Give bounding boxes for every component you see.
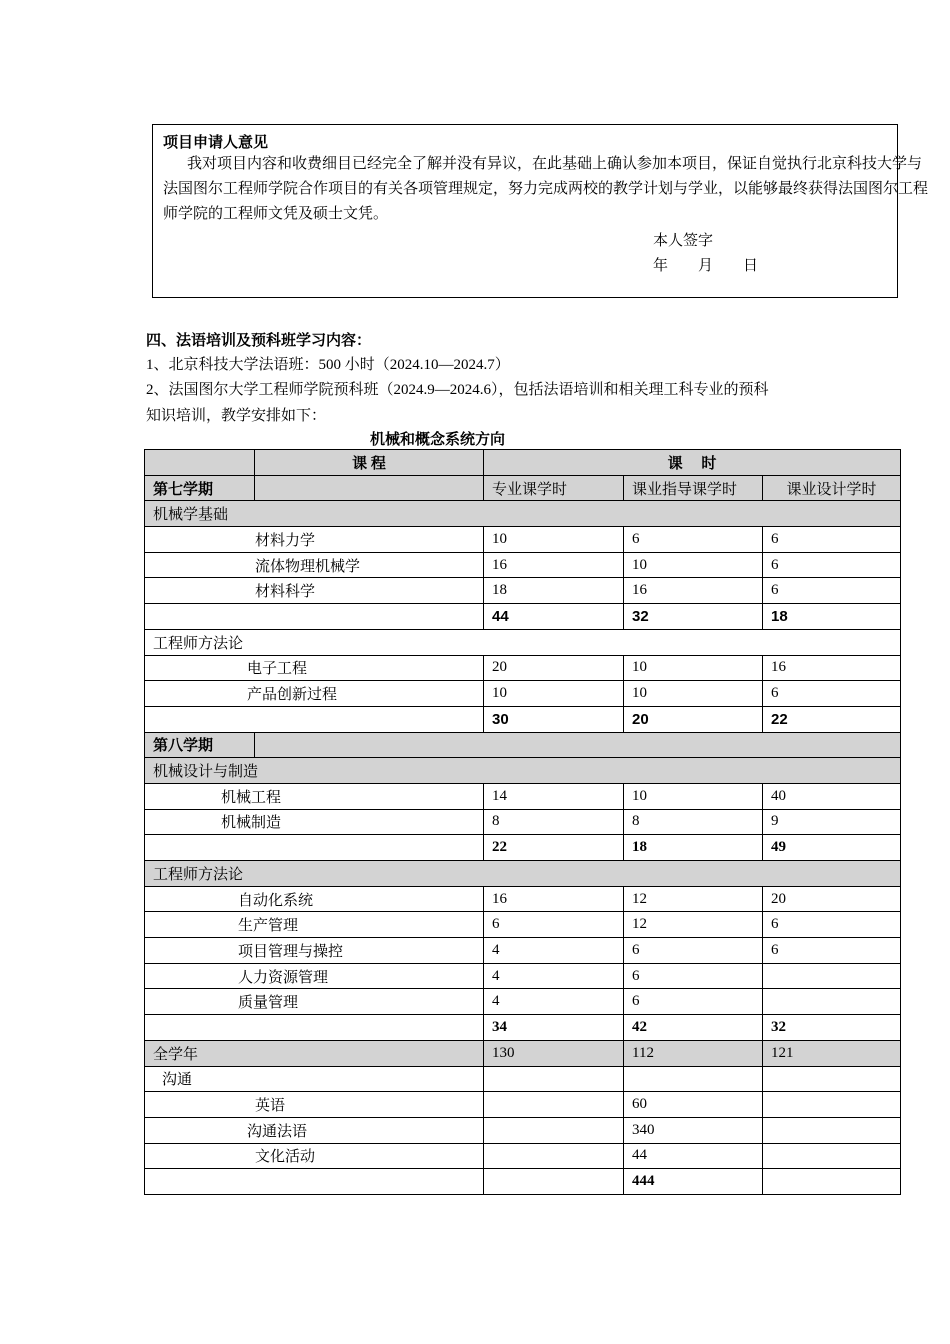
year-label: 全学年 [145, 1040, 484, 1066]
cell-value: 6 [763, 552, 901, 578]
section-line-3: 知识培训，教学安排如下： [146, 408, 327, 424]
total-row [145, 604, 901, 630]
cell-value: 60 [624, 1092, 763, 1118]
course-name: 材料科学 [145, 578, 484, 604]
cell-value: 16 [763, 655, 901, 681]
cell-value: 6 [624, 938, 763, 964]
group-row [145, 1066, 901, 1092]
opinion-title: 项目申请人意见 [163, 135, 269, 151]
cell-value [763, 989, 901, 1015]
cell-value: 6 [763, 527, 901, 553]
semester-7-row [145, 475, 901, 501]
section-title: 四、法语培训及预科班学习内容： [146, 333, 372, 349]
table-row [145, 681, 901, 707]
table-row [145, 938, 901, 964]
total-row [145, 1015, 901, 1041]
cell-value: 8 [624, 809, 763, 835]
header-course: 课 程 [255, 450, 484, 476]
table-header-row [145, 450, 901, 476]
group-label: 工程师方法论 [145, 861, 901, 887]
group-row [145, 758, 901, 784]
group-label: 沟通 [145, 1066, 484, 1092]
semester-8-row [145, 732, 901, 758]
applicant-opinion-box [152, 124, 929, 298]
cell-value: 16 [484, 552, 624, 578]
cell-value: 10 [624, 783, 763, 809]
cell-value: 9 [763, 809, 901, 835]
total-row [145, 1169, 901, 1195]
table-row [145, 912, 901, 938]
total-row [145, 835, 901, 861]
course-name: 人力资源管理 [145, 963, 484, 989]
group-label: 工程师方法论 [145, 629, 901, 655]
cell-value: 6 [624, 527, 763, 553]
total-value: 20 [624, 706, 763, 732]
total-value: 34 [484, 1015, 624, 1041]
table-row [145, 1143, 901, 1169]
cell-value: 6 [763, 938, 901, 964]
table-row [145, 783, 901, 809]
section-line-1: 1、北京科技大学法语班：500 小时（2024.10—2024.7） [146, 357, 510, 373]
cell-value: 4 [484, 938, 624, 964]
year-value: 130 [484, 1040, 624, 1066]
table-row [145, 552, 901, 578]
course-name: 项目管理与操控 [145, 938, 484, 964]
total-value: 18 [624, 835, 763, 861]
curriculum-table [144, 449, 901, 1195]
group-row [145, 861, 901, 887]
table-row [145, 578, 901, 604]
table-row [145, 886, 901, 912]
cell-value: 10 [624, 681, 763, 707]
table-row [145, 989, 901, 1015]
cell-value: 12 [624, 886, 763, 912]
course-name: 流体物理机械学 [145, 552, 484, 578]
cell-value: 6 [624, 989, 763, 1015]
table-row [145, 1092, 901, 1118]
date-label: 年 月 日 [653, 258, 759, 274]
course-name: 沟通法语 [145, 1117, 484, 1143]
course-name: 英语 [145, 1092, 484, 1118]
total-value: 42 [624, 1015, 763, 1041]
opinion-body: 我对项目内容和收费细目已经完全了解并没有异议，在此基础上确认参加本项目，保证自觉执行北京科技大学与法国图尔工程师学院合作项目的有关各项管理规定，努力完成两校的教学计划与学业，以能够最终获得法国图尔工程师学院的工程师文凭及硕士文凭。 [163, 156, 929, 222]
course-name: 机械制造 [145, 809, 484, 835]
total-value: 44 [484, 604, 624, 630]
course-name: 电子工程 [145, 655, 484, 681]
cell-value: 6 [484, 912, 624, 938]
course-name: 文化活动 [145, 1143, 484, 1169]
cell-value: 6 [763, 912, 901, 938]
total-value: 22 [484, 835, 624, 861]
cell-value: 16 [484, 886, 624, 912]
year-value: 121 [763, 1040, 901, 1066]
year-value: 112 [624, 1040, 763, 1066]
cell-value [763, 963, 901, 989]
cell-value: 10 [484, 681, 624, 707]
cell-value: 10 [624, 655, 763, 681]
table-row [145, 809, 901, 835]
cell-value: 4 [484, 963, 624, 989]
course-name: 机械工程 [145, 783, 484, 809]
cell-value: 16 [624, 578, 763, 604]
header-hours: 课 时 [484, 450, 901, 476]
col-header-2: 课业指导课学时 [624, 475, 763, 501]
total-value: 30 [484, 706, 624, 732]
cell-value: 20 [484, 655, 624, 681]
cell-value: 40 [763, 783, 901, 809]
cell-value: 6 [763, 681, 901, 707]
cell-value: 8 [484, 809, 624, 835]
year-total-row [145, 1040, 901, 1066]
table-row [145, 1117, 901, 1143]
signature-label: 本人签字 [653, 233, 714, 249]
semester-8-label: 第八学期 [145, 732, 255, 758]
total-value: 22 [763, 706, 901, 732]
group-row [145, 629, 901, 655]
cell-value: 340 [624, 1117, 763, 1143]
table-row [145, 963, 901, 989]
course-name: 产品创新过程 [145, 681, 484, 707]
cell-value: 44 [624, 1143, 763, 1169]
total-value: 444 [624, 1169, 763, 1195]
semester-7-label: 第七学期 [145, 475, 255, 501]
col-header-3: 课业设计学时 [763, 475, 901, 501]
course-name: 质量管理 [145, 989, 484, 1015]
table-title: 机械和概念系统方向 [370, 432, 506, 448]
col-header-1: 专业课学时 [484, 475, 624, 501]
total-value: 32 [763, 1015, 901, 1041]
total-value: 49 [763, 835, 901, 861]
table-row [145, 655, 901, 681]
cell-value: 20 [763, 886, 901, 912]
cell-value: 10 [484, 527, 624, 553]
cell-value: 18 [484, 578, 624, 604]
course-name: 生产管理 [145, 912, 484, 938]
cell-value: 12 [624, 912, 763, 938]
group-row [145, 501, 901, 527]
cell-value: 14 [484, 783, 624, 809]
cell-value: 10 [624, 552, 763, 578]
course-name: 自动化系统 [145, 886, 484, 912]
cell-value: 4 [484, 989, 624, 1015]
cell-value: 6 [763, 578, 901, 604]
total-value: 18 [763, 604, 901, 630]
group-label: 机械设计与制造 [145, 758, 901, 784]
group-label: 机械学基础 [145, 501, 901, 527]
total-row [145, 706, 901, 732]
total-value: 32 [624, 604, 763, 630]
course-name: 材料力学 [145, 527, 484, 553]
cell-value: 6 [624, 963, 763, 989]
section-line-2: 2、法国图尔大学工程师学院预科班（2024.9—2024.6），包括法语培训和相关理工科专业的预科 [146, 382, 769, 398]
table-row [145, 527, 901, 553]
